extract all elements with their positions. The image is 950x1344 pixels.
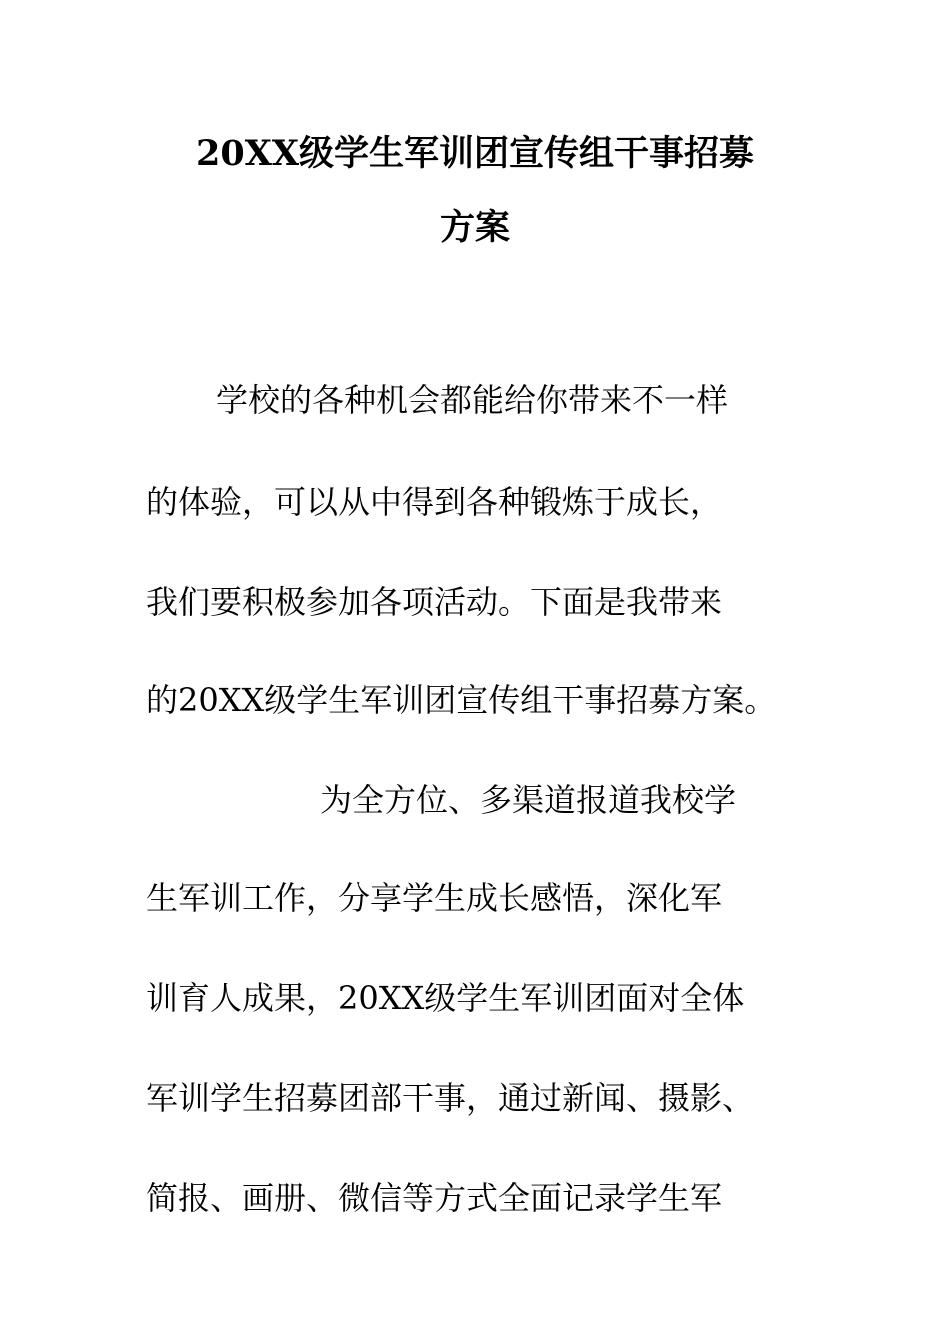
body-line-2: 的体验，可以从中得到各种锻炼于成长，: [146, 483, 723, 521]
document-title-line-2: 方案: [439, 207, 510, 248]
body-line-9: 简报、画册、微信等方式全面记录学生军: [146, 1179, 723, 1217]
body-line-7: 训育人成果，20XX级学生军训团面对全体: [146, 979, 745, 1017]
body-line-1: 学校的各种机会都能给你带来不一样: [216, 381, 729, 419]
body-line-4: 的20XX级学生军训团宣传组干事招募方案。: [146, 681, 777, 719]
body-line-3: 我们要积极参加各项活动。下面是我带来: [146, 583, 723, 621]
body-line-5: 为全方位、多渠道报道我校学: [320, 781, 737, 819]
body-line-6: 生军训工作，分享学生成长感悟，深化军: [146, 879, 723, 917]
body-line-8: 军训学生招募团部干事，通过新闻、摄影、: [146, 1079, 755, 1117]
document-title-line-1: 20XX级学生军训团宣传组干事招募: [195, 133, 755, 174]
